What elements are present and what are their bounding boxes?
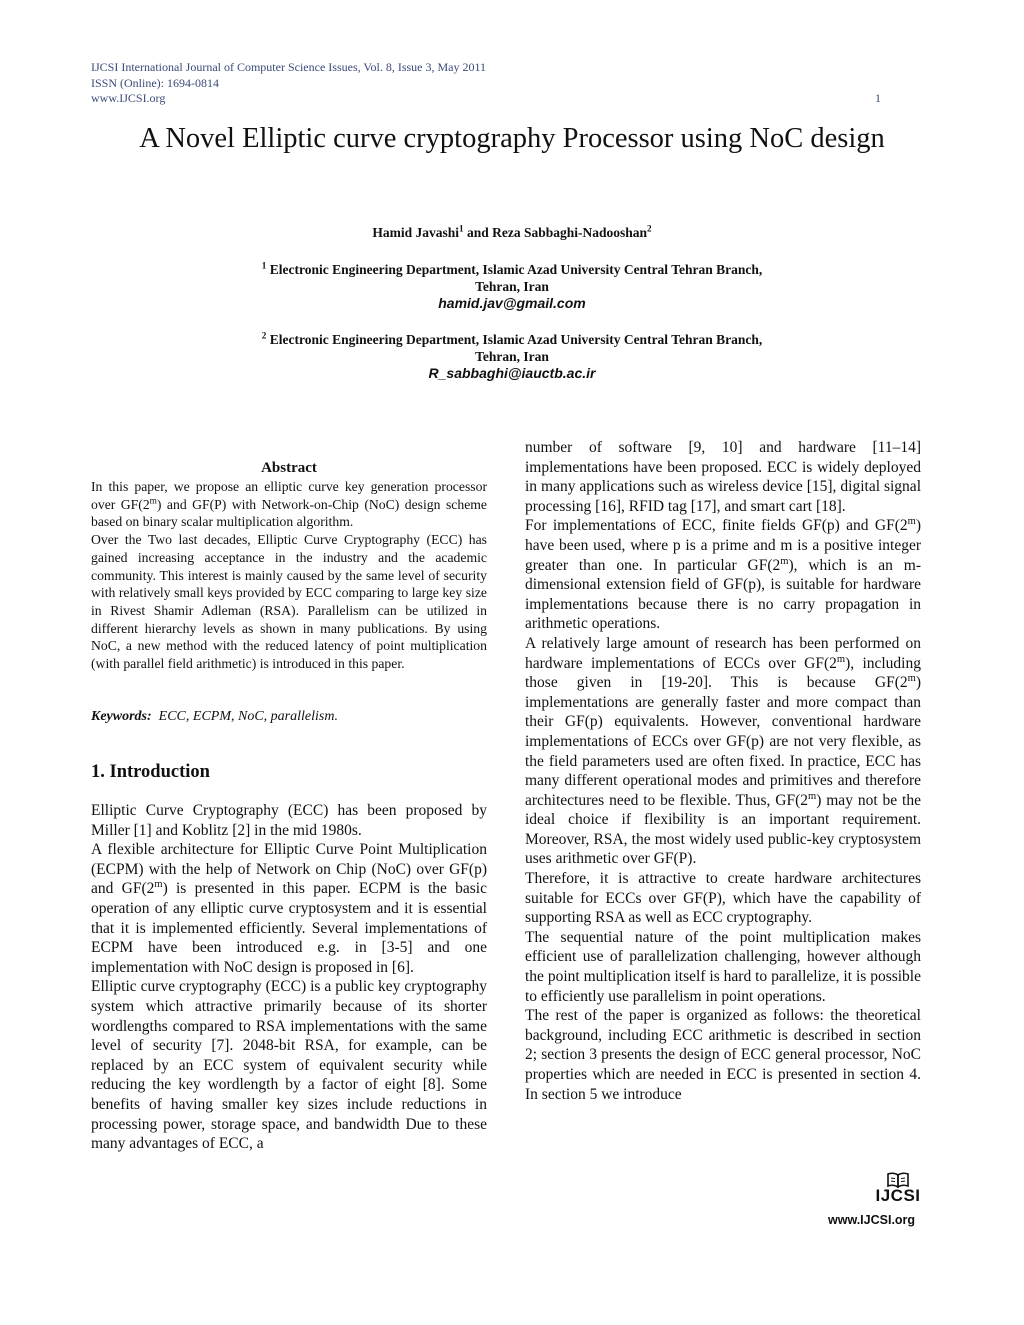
website-line: www.IJCSI.org — [91, 91, 166, 105]
right-paragraph-2 — [525, 516, 921, 634]
keywords — [91, 709, 338, 725]
abstract-heading: Abstract — [261, 460, 317, 476]
author-2: Reza Sabbaghi-Nadooshan — [492, 225, 648, 240]
right-p2-sup1: m — [907, 516, 916, 528]
logo-name: IJCSI — [875, 1186, 921, 1205]
affiliation-1-city: Tehran, Iran — [475, 279, 549, 294]
author-line — [110, 224, 914, 241]
right-p3-sup2: m — [907, 672, 916, 684]
affiliation-1-line1 — [110, 261, 914, 278]
affiliation-2-sup: 2 — [261, 330, 267, 341]
intro-paragraph-1: Elliptic Curve Cryptography (ECC) has been proposed by Miller [1] and Koblitz [2] in the mid 1980s. — [91, 802, 487, 839]
page-number: 1 — [875, 91, 881, 105]
abstract-paragraph-2: Over the Two last decades, Elliptic Curve Cryptography (ECC) has gained increasing acceptance in the industry and the academic community. This interest is mainly caused by the same level of security with relatively small keys provided by ECC comparing to large key size in Rivest Shamir Adleman (RSA). Parallelism can be utilized in different hierarchy levels as shown in many publications. By using NoC, a new method with the reduced latency of point multiplication (with parallel field arithmetic) is introduced in this paper. — [91, 532, 487, 672]
footer-url: www.IJCSI.org — [828, 1213, 916, 1227]
right-p3-d: ) may not be the ideal choice if flexibility is an important requirement. Moreover, RSA, the most widely used public-key cryptosystem uses arithmetic over GF(P). — [525, 791, 921, 868]
intro-paragraph-2 — [91, 840, 487, 977]
right-p2-b: ) have been used, where p is a prime and m is a positive integer greater than one. In particular GF(2 — [525, 517, 921, 574]
affiliation-1 — [110, 261, 914, 312]
right-p3-sup1: m — [836, 653, 846, 665]
left-column-body — [91, 801, 487, 1154]
abstract-paragraph-1 — [91, 478, 487, 531]
abstract-p1-b: ) and GF(P) with Network-on-Chip (NoC) design scheme based on binary scalar multiplication algorithm. — [91, 496, 487, 530]
right-paragraph-1: number of software [9, 10] and hardware [11–14] implementations have been proposed. ECC is widely deployed in many applications such as wireless device [15], digital signal processing [16], RFID tag [17], and smart cart [18]. — [525, 439, 921, 515]
intro-p2-sup: m — [154, 879, 163, 891]
email-1: hamid.jav@gmail.com — [438, 295, 586, 311]
abstract-p1-a: In this paper, we propose an elliptic curve key generation processor over GF(2 — [91, 479, 487, 512]
right-p3-sup3: m — [808, 790, 817, 802]
abstract-text — [91, 478, 487, 673]
journal-line: IJCSI International Journal of Computer Science Issues, Vol. 8, Issue 3, May 2011 — [91, 60, 487, 74]
intro-p2-b: ) is presented in this paper. ECPM is the basic operation of any elliptic curve cryptosystem and it is essential that it is implemented efficiently. Several implementations of ECPM have been introduced e.g. in [3-5] and one implementation with NoC design is proposed in [6]. — [91, 880, 487, 976]
affiliation-1-dept: Electronic Engineering Department, Islamic Azad University Central Tehran Branch, — [266, 262, 763, 277]
issn-line: ISSN (Online): 1694-0814 — [91, 75, 219, 90]
right-paragraph-3 — [525, 634, 921, 869]
paper-title: A Novel Elliptic curve cryptography Processor using NoC design — [139, 123, 885, 154]
right-p3-b: ), including those given in [19-20]. This is because GF(2 — [525, 654, 921, 692]
right-p2-c: ), which is an m-dimensional extension field of GF(p), is suitable for hardware implementations because there is no carry propagation in arithmetic operations. — [525, 556, 921, 633]
author-2-sup: 2 — [647, 223, 652, 234]
right-p3-a: A relatively large amount of research has been performed on hardware implementations of ECCs over GF(2 — [525, 634, 921, 672]
affiliation-2-city: Tehran, Iran — [475, 349, 549, 364]
intro-paragraph-3: Elliptic curve cryptography (ECC) is a public key cryptography system which attractive primarily because of its shorter wordlengths compared to RSA implementations with the same level of security [7]. 2048-bit RSA, for example, can be replaced by an ECC system of equivalent security while reducing the key wordlength by a factor of eight [8]. Some benefits of having smaller key sizes include reductions in processing power, storage space, and bandwidth Due to these many advantages of ECC, a — [91, 978, 487, 1153]
affiliation-1-sup: 1 — [261, 260, 267, 271]
section-heading-introduction: 1. Introduction — [91, 762, 210, 782]
author-joiner: and — [463, 225, 493, 240]
right-paragraph-4: Therefore, it is attractive to create hardware architectures suitable for ECCs over GF(P), which have the capability of supporting RSA as well as ECC cryptography. — [525, 870, 921, 927]
email-2: R_sabbaghi@iauctb.ac.ir — [428, 365, 596, 381]
affiliation-2 — [110, 331, 914, 382]
abstract-p1-sup: m — [149, 496, 157, 507]
keywords-label: Keywords: — [91, 709, 152, 724]
ijcsi-logo — [862, 1172, 934, 1206]
intro-p2-a: A flexible architecture for Elliptic Curve Point Multiplication (ECPM) with the help of Network on Chip (NoC) over GF(p) and GF(2 — [91, 841, 487, 898]
affiliation-2-line1 — [110, 331, 914, 348]
author-1-sup: 1 — [459, 223, 464, 234]
right-paragraph-5: The sequential nature of the point multiplication makes efficient use of parallelization challenging, however although the point multiplication itself is hard to parallelize, it is possible to efficiently use parallelism in point operations. — [525, 928, 921, 1005]
right-paragraph-6: The rest of the paper is organized as follows: the theoretical background, including ECC arithmetic is described in section 2; section 3 presents the design of ECC general processor, NoC properties which are needed in ECC is presented in section 4. In section 5 we introduce — [525, 1007, 921, 1103]
right-p2-sup2: m — [780, 555, 789, 567]
right-p2-a: For implementations of ECC, finite fields GF(p) and GF(2 — [525, 517, 908, 535]
affiliation-2-dept: Electronic Engineering Department, Islamic Azad University Central Tehran Branch, — [266, 332, 763, 347]
right-column-body — [525, 438, 921, 1104]
running-header — [91, 60, 881, 107]
right-p3-c: ) implementations are generally faster and more compact than their GF(p) equivalents. However, conventional hardware implementations of ECCs over GF(p) are not very flexible, as the field parameters used are often fixed. In practice, ECC has many different operational modes and primitives and therefore architectures need to be flexible. Thus, GF(2 — [525, 674, 921, 809]
author-1: Hamid Javashi — [372, 225, 459, 240]
keywords-text: ECC, ECPM, NoC, parallelism. — [158, 709, 338, 724]
